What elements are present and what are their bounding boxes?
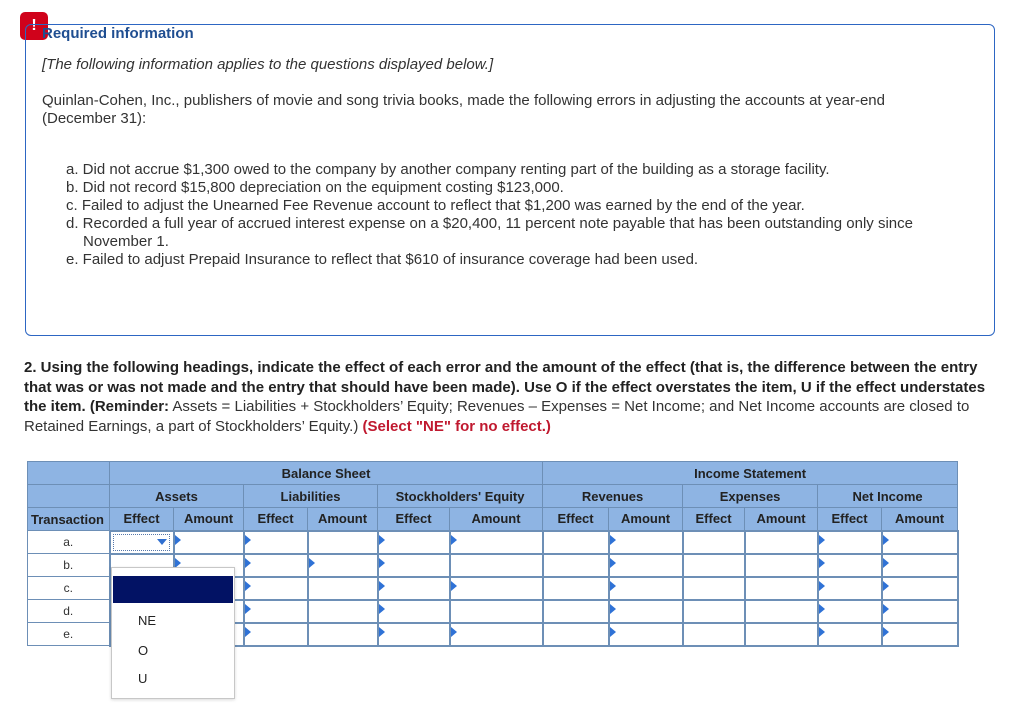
header-amount: Amount xyxy=(745,508,818,531)
liabilities-amount-input[interactable] xyxy=(308,623,378,646)
triangle-marker-icon xyxy=(819,535,825,545)
net-income-amount-input[interactable] xyxy=(882,577,958,600)
question-text xyxy=(24,358,999,436)
triangle-marker-icon xyxy=(245,558,251,568)
triangle-marker-icon xyxy=(175,558,181,568)
net-income-effect-select[interactable] xyxy=(818,600,882,623)
triangle-marker-icon xyxy=(610,627,616,637)
header-net-income: Net Income xyxy=(818,485,958,508)
liabilities-amount-input[interactable] xyxy=(308,531,378,554)
header-assets: Assets xyxy=(110,485,244,508)
net-income-effect-select[interactable] xyxy=(818,623,882,646)
header-amount: Amount xyxy=(174,508,244,531)
row-label: b. xyxy=(28,554,110,577)
triangle-marker-icon xyxy=(819,581,825,591)
header-effect: Effect xyxy=(543,508,609,531)
liabilities-effect-select[interactable] xyxy=(244,600,308,623)
header-effect: Effect xyxy=(378,508,450,531)
assets-effect-select[interactable] xyxy=(110,531,174,554)
revenues-amount-input[interactable] xyxy=(609,577,683,600)
header-amount: Amount xyxy=(882,508,958,531)
expenses-amount-input[interactable] xyxy=(745,623,818,646)
expenses-amount-input[interactable] xyxy=(745,531,818,554)
liabilities-amount-input[interactable] xyxy=(308,600,378,623)
equity-amount-input[interactable] xyxy=(450,554,543,577)
row-label: a. xyxy=(28,531,110,554)
triangle-marker-icon xyxy=(245,627,251,637)
equity-effect-select[interactable] xyxy=(378,600,450,623)
equity-amount-input[interactable] xyxy=(450,531,543,554)
row-label: e. xyxy=(28,623,110,646)
header-equity: Stockholders' Equity xyxy=(378,485,543,508)
dropdown-option-blank[interactable] xyxy=(113,576,233,603)
triangle-marker-icon xyxy=(610,558,616,568)
net-income-effect-select[interactable] xyxy=(818,577,882,600)
expenses-amount-input[interactable] xyxy=(745,577,818,600)
header-effect: Effect xyxy=(818,508,882,531)
triangle-marker-icon xyxy=(883,627,889,637)
header-effect: Effect xyxy=(683,508,745,531)
info-subtitle: [The following information applies to the questions displayed below.] xyxy=(42,56,494,73)
triangle-marker-icon xyxy=(819,604,825,614)
error-item-d: d. Recorded a full year of accrued interest expense on a $20,400, 11 percent note payable that has been outstanding only since November 1. xyxy=(66,215,913,250)
equity-amount-input[interactable] xyxy=(450,600,543,623)
triangle-marker-icon xyxy=(883,581,889,591)
instruction-text: (Select "NE" for no effect.) xyxy=(362,417,551,435)
triangle-marker-icon xyxy=(245,604,251,614)
expenses-effect-select[interactable] xyxy=(683,577,745,600)
equity-amount-input[interactable] xyxy=(450,577,543,600)
revenues-effect-select[interactable] xyxy=(543,577,609,600)
header-blank xyxy=(28,462,110,485)
info-intro: Quinlan-Cohen, Inc., publishers of movie and song trivia books, made the following errors in adjusting the accounts at year-end (December 31): xyxy=(42,92,885,127)
revenues-amount-input[interactable] xyxy=(609,531,683,554)
expenses-effect-select[interactable] xyxy=(683,623,745,646)
revenues-effect-select[interactable] xyxy=(543,554,609,577)
alert-icon: ! xyxy=(20,12,48,40)
header-amount: Amount xyxy=(450,508,543,531)
revenues-effect-select[interactable] xyxy=(543,600,609,623)
header-expenses: Expenses xyxy=(683,485,818,508)
net-income-amount-input[interactable] xyxy=(882,554,958,577)
table-row xyxy=(28,531,958,554)
equity-effect-select[interactable] xyxy=(378,531,450,554)
header-liabilities: Liabilities xyxy=(244,485,378,508)
triangle-marker-icon xyxy=(245,581,251,591)
equity-amount-input[interactable] xyxy=(450,623,543,646)
reminder-label: Reminder: xyxy=(94,398,170,415)
expenses-amount-input[interactable] xyxy=(745,600,818,623)
net-income-amount-input[interactable] xyxy=(882,600,958,623)
header-transaction: Transaction xyxy=(28,508,110,531)
header-effect: Effect xyxy=(110,508,174,531)
equity-effect-select[interactable] xyxy=(378,577,450,600)
net-income-effect-select[interactable] xyxy=(818,554,882,577)
expenses-effect-select[interactable] xyxy=(683,531,745,554)
error-item-e: e. Failed to adjust Prepaid Insurance to reflect that $610 of insurance coverage had been used. xyxy=(66,251,699,268)
triangle-marker-icon xyxy=(451,535,457,545)
error-item-b: b. Did not record $15,800 depreciation on the equipment costing $123,000. xyxy=(66,179,564,196)
net-income-amount-input[interactable] xyxy=(882,531,958,554)
assets-amount-input[interactable] xyxy=(174,531,244,554)
header-amount: Amount xyxy=(609,508,683,531)
triangle-marker-icon xyxy=(819,558,825,568)
error-item-a: a. Did not accrue $1,300 owed to the company by another company renting part of the building as a storage facility. xyxy=(66,161,830,178)
error-item-c: c. Failed to adjust the Unearned Fee Revenue account to reflect that $1,200 was earned by the end of the year. xyxy=(66,197,805,214)
triangle-marker-icon xyxy=(379,604,385,614)
equity-effect-select[interactable] xyxy=(378,623,450,646)
triangle-marker-icon xyxy=(883,558,889,568)
header-income-statement: Income Statement xyxy=(543,462,958,485)
net-income-effect-select[interactable] xyxy=(818,531,882,554)
revenues-effect-select[interactable] xyxy=(543,531,609,554)
header-balance-sheet: Balance Sheet xyxy=(110,462,543,485)
equity-effect-select[interactable] xyxy=(378,554,450,577)
net-income-amount-input[interactable] xyxy=(882,623,958,646)
triangle-marker-icon xyxy=(379,535,385,545)
revenues-effect-select[interactable] xyxy=(543,623,609,646)
triangle-marker-icon xyxy=(309,558,315,568)
header-blank-2 xyxy=(28,485,110,508)
triangle-marker-icon xyxy=(883,604,889,614)
liabilities-effect-select[interactable] xyxy=(244,577,308,600)
revenues-amount-input[interactable] xyxy=(609,623,683,646)
liabilities-effect-select[interactable] xyxy=(244,623,308,646)
liabilities-amount-input[interactable] xyxy=(308,577,378,600)
expenses-amount-input[interactable] xyxy=(745,554,818,577)
triangle-marker-icon xyxy=(883,535,889,545)
triangle-marker-icon xyxy=(379,581,385,591)
revenues-amount-input[interactable] xyxy=(609,554,683,577)
chevron-down-icon[interactable] xyxy=(157,539,167,545)
header-amount: Amount xyxy=(308,508,378,531)
expenses-effect-select[interactable] xyxy=(683,554,745,577)
triangle-marker-icon xyxy=(610,581,616,591)
triangle-marker-icon xyxy=(379,558,385,568)
triangle-marker-icon xyxy=(610,604,616,614)
triangle-marker-icon xyxy=(451,627,457,637)
triangle-marker-icon xyxy=(245,535,251,545)
triangle-marker-icon xyxy=(610,535,616,545)
info-title: Required information xyxy=(42,25,194,42)
triangle-marker-icon xyxy=(451,581,457,591)
liabilities-effect-select[interactable] xyxy=(244,554,308,577)
row-label: d. xyxy=(28,600,110,623)
liabilities-effect-select[interactable] xyxy=(244,531,308,554)
revenues-amount-input[interactable] xyxy=(609,600,683,623)
header-effect: Effect xyxy=(244,508,308,531)
liabilities-amount-input[interactable] xyxy=(308,554,378,577)
effect-dropdown-menu: NE O U xyxy=(111,567,235,699)
header-revenues: Revenues xyxy=(543,485,683,508)
error-list xyxy=(66,161,926,269)
expenses-effect-select[interactable] xyxy=(683,600,745,623)
question-intro: 2. Using the following headings, indicate the effect of each error and the amount of the effect (that is, the difference between the entry that was or was not made and the entry that should have been made). Use O if the effect overstates the item, U if the effect understates the item. ( xyxy=(24,359,986,415)
row-label: c. xyxy=(28,577,110,600)
triangle-marker-icon xyxy=(379,627,385,637)
reminder-text: Assets = Liabilities + Stockholders’ Equity; Revenues – Expenses = Net Income; and Net Income accounts are closed to Retained Earnings, a part of Stockholders’ Equity.) xyxy=(24,398,970,435)
triangle-marker-icon xyxy=(175,535,181,545)
triangle-marker-icon xyxy=(819,627,825,637)
